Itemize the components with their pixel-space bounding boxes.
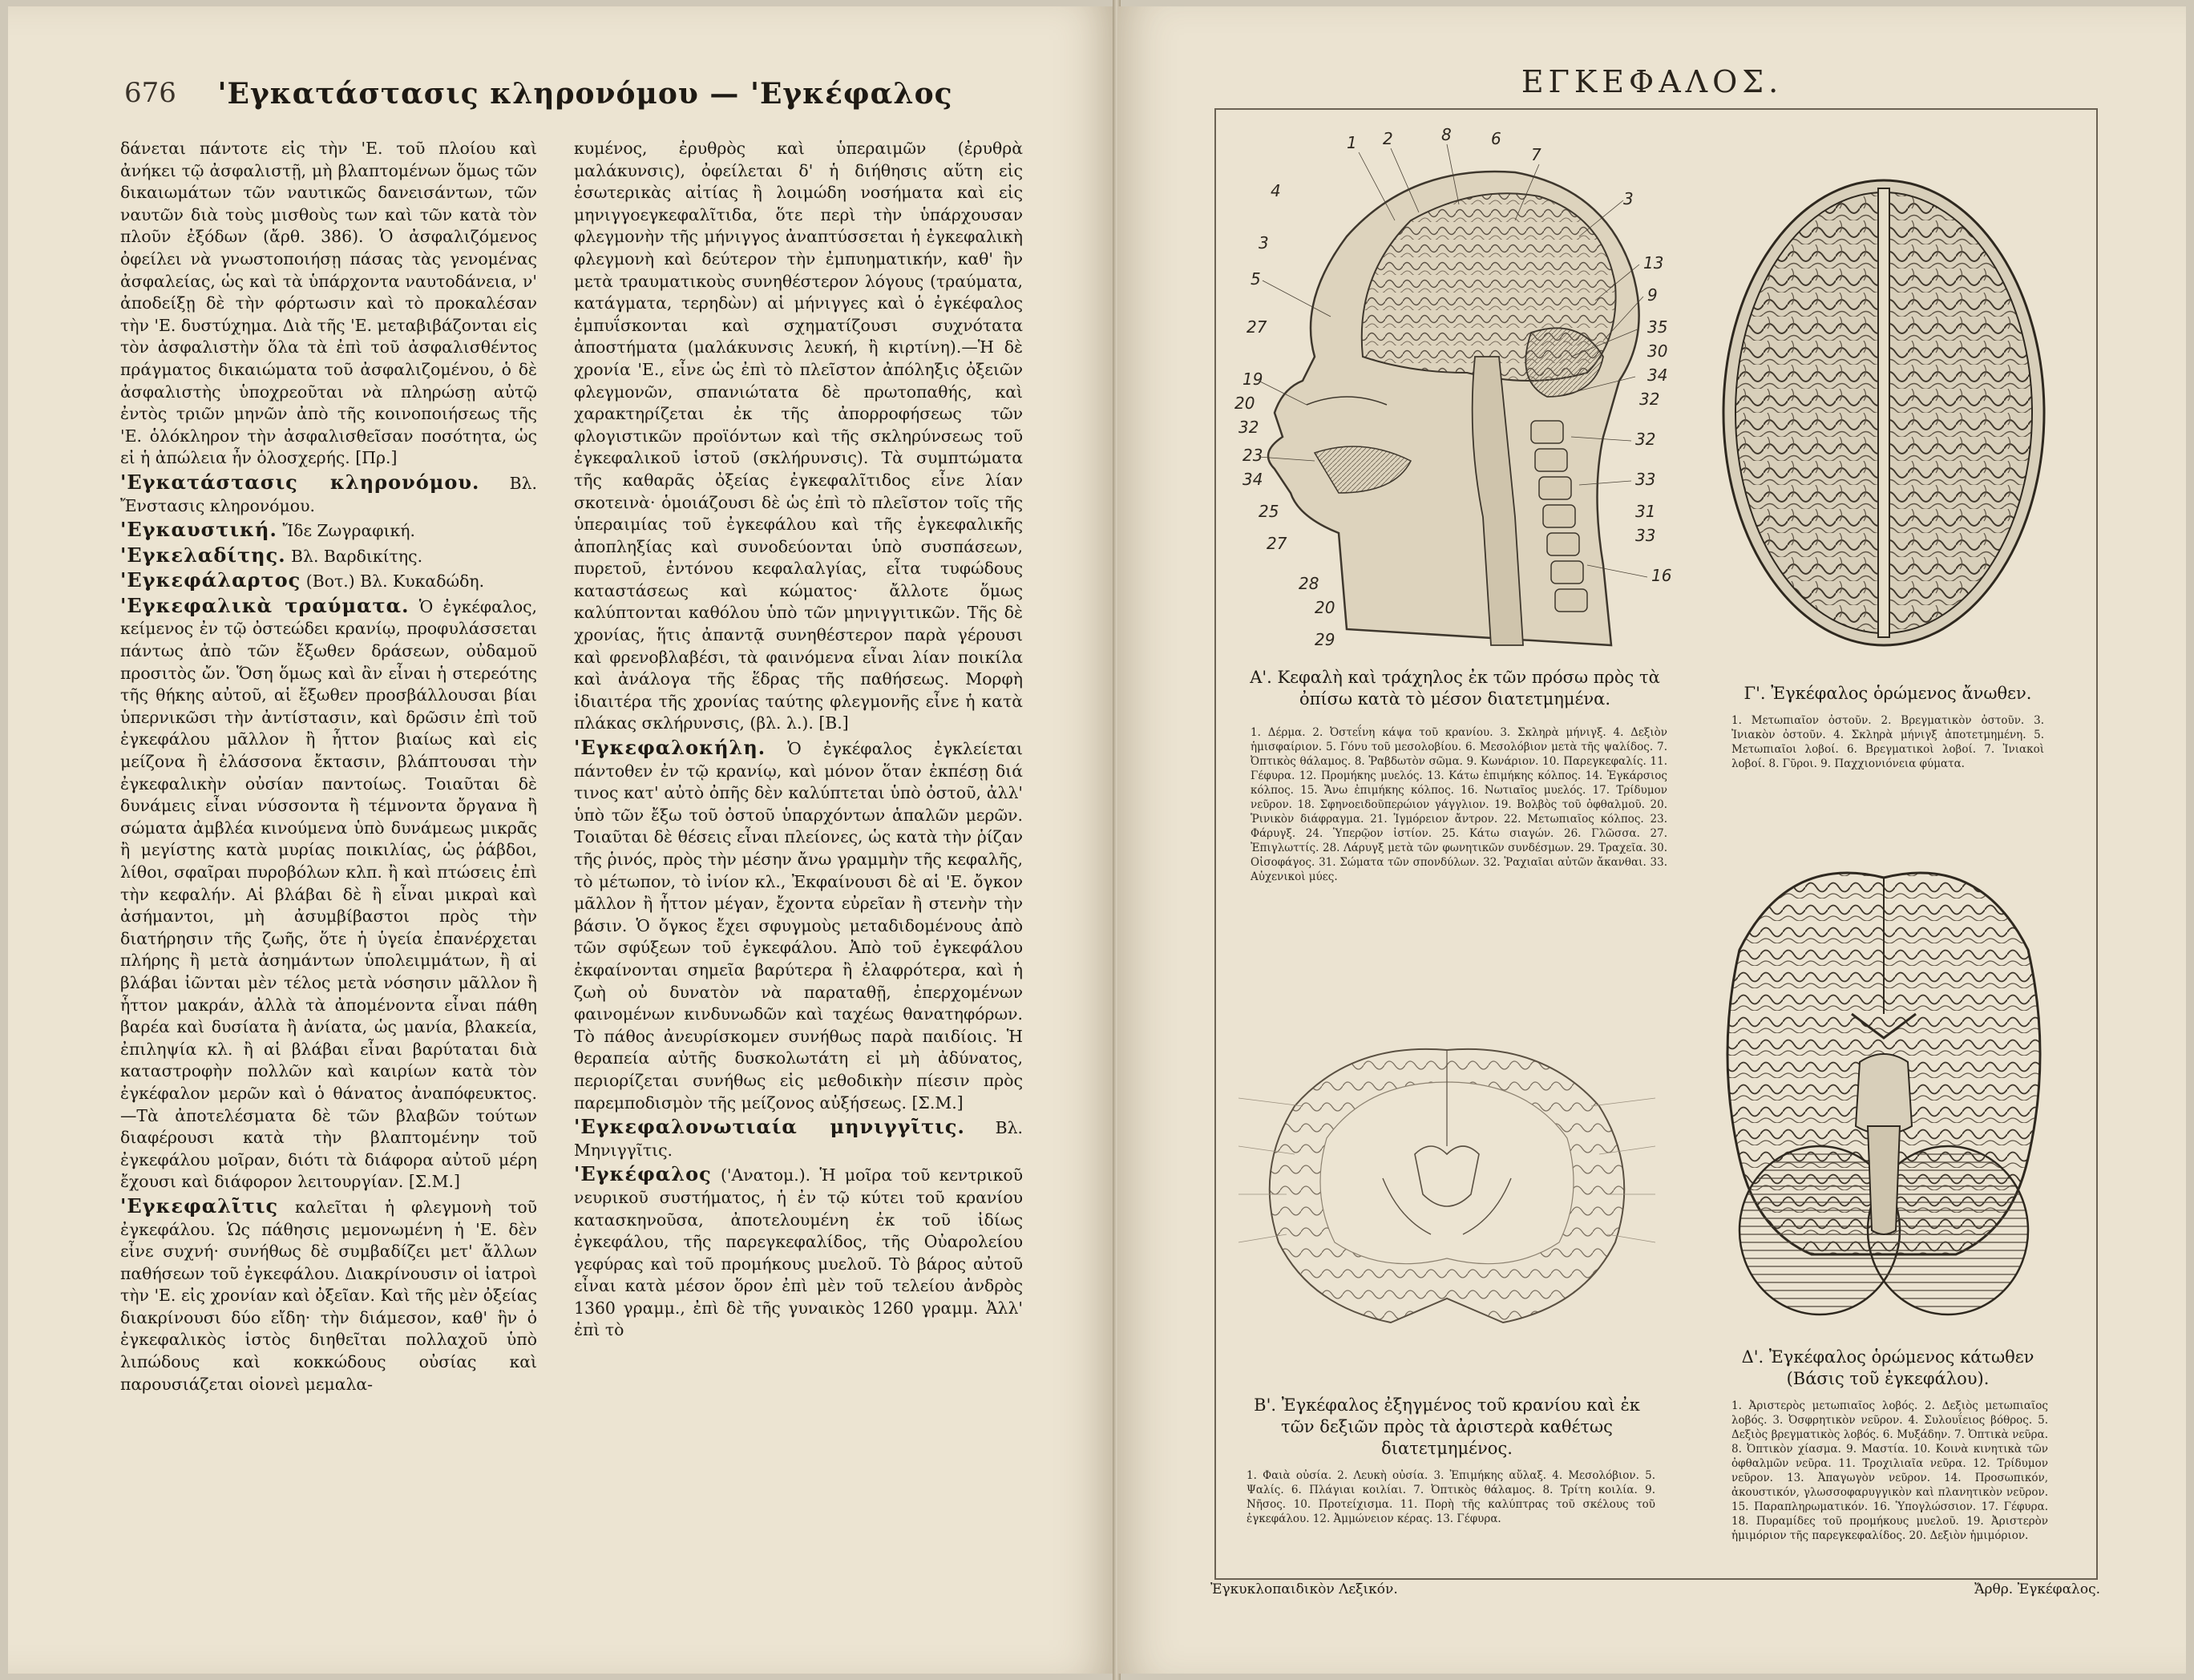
text-column-2 bbox=[574, 138, 1023, 1621]
figure-d-caption: Δ'. Ἐγκέφαλος ὁρώμενος κάτωθεν (Βάσις τοῦ ἐγκεφάλου). bbox=[1741, 1347, 2034, 1388]
entry-headword: 'Εγκεφάλαρτος bbox=[120, 568, 301, 592]
entry-text: ('Ανατομ.). Ἡ μοῖρα τοῦ κεντρικοῦ νευρικοῦ συστήματος, ἡ ἐν τῷ κύτει τοῦ κρανίου κατασκηνοῦσα, ἀποτελουμένη ἐκ τοῦ ἰδίως ἐγκεφάλου, τῆς παρεγκεφαλίδος, τῆς Οὐαρολείου γεφύρας καὶ τοῦ προμήκους μυελοῦ. Τὸ βάρος αὐτοῦ εἶναι κατὰ μέσον ὅρον ἐπὶ μὲν τοῦ τελείου ἀνδρὸς 1360 γραμμ., ἐπὶ δὲ τῆς γυναικὸς 1260 γραμμ. Ἀλλ' ἐπὶ τὸ bbox=[574, 1165, 1023, 1340]
figure-label: 3 bbox=[1623, 189, 1634, 208]
figure-label: 5 bbox=[1251, 269, 1261, 289]
figure-label: 32 bbox=[1238, 418, 1259, 437]
figure-label: 20 bbox=[1315, 598, 1335, 617]
figure-a-caption: Α'. Κεφαλὴ καὶ τράχηλος ἐκ τῶν πρόσω πρὸς τὰ ὀπίσω κατὰ τὸ μέσον διατετμημένα. bbox=[1250, 668, 1660, 709]
figure-label: 7 bbox=[1531, 145, 1541, 164]
figure-a-legend: 1. Δέρμα. 2. Ὀστεΐνη κάψα τοῦ κρανίου. 3. Σκληρὰ μήνιγξ. 4. Δεξιὸν ἡμισφαίριον. 5. Γόνυ τοῦ μεσολοβίου. 6. Μεσολόβιον μετὰ τῆς ψαλίδος. 7. Ὀπτικὸς θάλαμος. 8. Ῥαβδωτὸν σῶμα. 9. Κωνάριον. 10. Παρεγκεφαλίς. 11. Γέφυρα. 12. Προμήκης μυελός. 13. Κάτω ἐπιμήκης κόλπος. 14. Ἐγκάρσιος κόλπος. 15. Ἄνω ἐπιμήκης κόλπος. 16. Νωτιαῖος μυελός. 17. Τρίδυμον νεῦρον. 18. Σφηνοειδοῦπερώιον γάγγλιον. 19. Βολβὸς τοῦ ὀφθαλμοῦ. 20. Ῥινικὸν διάφραγμα. 21. Ἱγμόρειον ἄντρον. 22. Μετωπιαῖος κόλπος. 23. Φάρυγξ. 24. Ὑπερῷον ἱστίον. 25. Κάτω σιαγών. 26. Γλῶσσα. 27. Ἐπιγλωττίς. 28. Λάρυγξ μετὰ τῶν φωνητικῶν συνδέσμων. 29. Τραχεῖα. 30. Οἰσοφάγος. 31. Σώματα τῶν σπονδύλων. 32. Ῥαχιαῖαι αὐτῶν ἄκανθαι. 33. Αὐχενικοὶ μύες. bbox=[1251, 726, 1667, 883]
dictionary-entry bbox=[120, 569, 537, 593]
figure-label: 34 bbox=[1647, 365, 1668, 385]
figure-label: 32 bbox=[1639, 390, 1660, 409]
dictionary-entry bbox=[574, 1163, 1023, 1342]
footer-left: Ἐγκυκλοπαιδικὸν Λεξικόν. bbox=[1210, 1581, 1398, 1597]
running-head-title: 'Εγκατάστασις κληρονόμου — 'Εγκέφαλος bbox=[217, 77, 953, 111]
paragraph: δάνεται πάντοτε εἰς τὴν 'Ε. τοῦ πλοίου καὶ ἀνήκει τῷ ἀσφαλιστῇ, μὴ βλαπτομένων ὅμως τῶν δικαιωμάτων τῶν ναυτικῶς δανεισάντων, τῶν ναυτῶν διὰ τοὺς μισθοὺς των καὶ τῶν κατὰ τὸν πλοῦν ἐξόδων (ἄρθ. 386). Ὁ ἀσφαλιζόμενος ὀφείλει νὰ γνωστοποιήσῃ πάσας τὰς γενομένας ἀσφαλείας, ὡς καὶ τὰ ὑπάρχοντα ναυτοδάνεια, ν' ἀποδείξῃ δὲ τὴν φόρτωσιν καὶ τὸ προκαλέσαν τὴν 'Ε. δυστύχημα. Διὰ τῆς 'Ε. μεταβιβάζονται εἰς τὸν ἀσφαλιστὴν ὅλα τὰ ἐπὶ τοῦ ἀσφαλισθέντος πράγματος δικαιώματα τοῦ ἀσφαλιζομένου, ὁ δὲ ἀσφαλιστὴς ὑποχρεοῦται νὰ πληρώσῃ αὐτῷ ἐντὸς τριῶν μηνῶν ἀπὸ τῆς κοινοποιήσεως τῆς 'Ε. ὁλόκληρον τὴν ἀσφαλισθεῖσαν ποσότητα, ὡς εἰ ἡ ἀπώλεια ἦν ὁλοσχερής. [Πρ.] bbox=[120, 139, 537, 468]
figure-c-legend: 1. Μετωπιαῖον ὀστοῦν. 2. Βρεγματικὸν ὀστοῦν. 3. Ἰνιακὸν ὀστοῦν. 4. Σκληρὰ μήνιγξ ἀποτετμημένη. 5. Μετωπιαῖοι λοβοί. 6. Βρεγματικοὶ λοβοί. 7. Ἰνιακοὶ λοβοί. 8. Γῦροι. 9. Παχχιονιόνεια φύματα. bbox=[1731, 714, 2044, 770]
dictionary-entry bbox=[120, 519, 537, 543]
figure-label: 34 bbox=[1242, 470, 1263, 489]
figure-c-caption: Γ'. Ἐγκέφαλος ὁρώμενος ἄνωθεν. bbox=[1743, 684, 2032, 703]
figure-label: 27 bbox=[1267, 534, 1287, 553]
figure-label: 6 bbox=[1491, 129, 1501, 148]
figure-label: 33 bbox=[1635, 526, 1656, 545]
figure-label: 35 bbox=[1647, 317, 1668, 337]
figure-label: 8 bbox=[1441, 125, 1452, 144]
figure-label: 13 bbox=[1643, 253, 1664, 273]
dictionary-entry bbox=[120, 471, 537, 517]
figure-label: 20 bbox=[1234, 394, 1255, 413]
entry-headword: 'Εγκαυστική. bbox=[120, 518, 277, 542]
entry-text: Ἴδε Ζωγραφική. bbox=[282, 521, 415, 541]
head-section-illustration bbox=[1226, 116, 1675, 653]
figure-label: 4 bbox=[1271, 181, 1281, 200]
figure-b-caption: Β'. Ἐγκέφαλος ἐξηγμένος τοῦ κρανίου καὶ ἐκ τῶν δεξιῶν πρὸς τὰ ἀριστερὰ καθέτως διατετμημένος. bbox=[1254, 1395, 1640, 1458]
figure-label: 23 bbox=[1242, 446, 1263, 465]
entry-headword: 'Εγκατάστασις κληρονόμου. bbox=[120, 470, 480, 494]
entry-headword: 'Εγκεφαλικὰ τραύματα. bbox=[120, 593, 410, 617]
figure-c-brain-top bbox=[1715, 172, 2052, 653]
entry-text: Βλ. Ἔνστασις κληρονόμου. bbox=[120, 473, 537, 515]
figure-label: 1 bbox=[1347, 133, 1357, 152]
dictionary-entry bbox=[120, 1195, 537, 1395]
figure-b-legend: 1. Φαιὰ οὐσία. 2. Λευκὴ οὐσία. 3. Ἐπιμήκης αὔλαξ. 4. Μεσολόβιον. 5. Ψαλίς. 6. Πλάγιαι κοιλίαι. 7. Ὀπτικὸς θάλαμος. 8. Τρίτη κοιλία. 9. Νῆσος. 10. Προτείχισμα. 11. Πορὴ τῆς καλύπτρας τοῦ σκέλους τοῦ ἐγκεφάλου. 12. Ἀμμώνειον κέρας. 13. Γέφυρα. bbox=[1246, 1469, 1655, 1525]
coronal-section-illustration bbox=[1238, 1034, 1655, 1339]
dictionary-entry bbox=[120, 544, 537, 568]
entry-headword: 'Εγκελαδίτης. bbox=[120, 543, 286, 567]
entry-text: Βλ. Μηνιγγῖτις. bbox=[574, 1118, 1023, 1160]
figure-d-brain-base bbox=[1715, 854, 2052, 1327]
running-head bbox=[124, 77, 1046, 117]
figure-label: 19 bbox=[1242, 370, 1263, 389]
figure-label: 31 bbox=[1635, 502, 1656, 521]
brain-base-illustration bbox=[1715, 854, 2052, 1327]
entry-text: Ὁ ἐγκέφαλος ἐγκλείεται πάντοθεν ἐν τῷ κρανίῳ, καὶ μόνον ὅταν ἐκπέσῃ διά τινος κατ' αὐτὸ ὀπῆς δὲν καλύπτεται ὑπὸ ὀστοῦ, ἀλλ' ὑπὸ τῶν ἔξω τοῦ ὀστοῦ ὑπαρχόντων ἁπαλῶν μερῶν. Τοιαῦται δὲ θέσεις εἶναι πλείονες, ὡς κατὰ τὴν ῥίζαν τῆς ῥινός, πρὸς τὴν μέσην ἄνω γραμμὴν τῆς κεφαλῆς, τὸ μέτωπον, τὸ ἰνίον κλ., Ἐκφαίνουσι δὲ αἱ 'Ε. ὄγκον μᾶλλον ἢ ἧττον μέγαν, ἔχοντα εὐρεῖαν ἢ στενὴν τὴν βάσιν. Ὁ ὄγκος ἔχει σφυγμοὺς μεταδιδομένους ἀπὸ τῶν σφύξεων τοῦ ἐγκεφάλου. Ἀπὸ τοῦ ἐγκεφάλου ἐκφαίνονται σημεῖα βαρύτερα ἢ ἐλαφρότερα, καὶ ἡ ζωὴ οὐ δυνατὸν νὰ παραταθῇ, ἐπερχομένων φαινομένων κινδυνωδῶν καὶ ταχέως θανατηφόρων. Τὸ πάθος ἀνευρίσκομεν συνήθως παρὰ παιδίοις. Ἡ θεραπεία αὐτῆς δυσκολωτάτη εἰ μὴ ἀδύνατος, περιορίζεται συνήθως εἰς μεθοδικὴν πίεσιν πρὸς παρεμποδισμὸν τῆς μείζονος αὐξήσεως. [Σ.Μ.] bbox=[574, 739, 1023, 1113]
figure-label: 3 bbox=[1259, 233, 1269, 252]
figure-d-legend: 1. Ἀριστερὸς μετωπιαῖος λοβός. 2. Δεξιὸς μετωπιαῖος λοβός. 3. Ὀσφρητικὸν νεῦρον. 4. Συλουΐειος βόθρος. 5. Δεξιὸς βρεγματικὸς λοβός. 6. Μυξάδην. 7. Ὀπτικὰ νεῦρα. 8. Ὀπτικὸν χίασμα. 9. Μαστία. 10. Κοινὰ κινητικὰ τῶν ὀφθαλμῶν νεῦρα. 11. Τροχιλιαῖα νεῦρα. 12. Τρίδυμον νεῦρον. 13. Ἀπαγωγὸν νεῦρον. 14. Προσωπικόν, ἀκουστικόν, γλωσσοφαρυγγικὸν καὶ πλανητικὸν νεῦρον. 15. Παραπληρωματικόν. 16. Ὑπογλώσσιον. 17. Γέφυρα. 18. Πυραμίδες τοῦ προμήκους μυελοῦ. 19. Ἀριστερὸν ἡμιμόριον τῆς παρεγκεφαλίδος. 20. Δεξιὸν ἡμιμόριον. bbox=[1731, 1399, 2048, 1542]
footer-right: Ἄρθρ. Ἐγκέφαλος. bbox=[1974, 1581, 2100, 1597]
entry-headword: 'Εγκεφαλῖτις bbox=[120, 1193, 279, 1218]
figure-a-head-section bbox=[1226, 116, 1675, 653]
dictionary-entry bbox=[574, 1116, 1023, 1161]
entry-text: Ὁ ἐγκέφαλος, κείμενος ἐν τῷ ὀστεώδει κρανίῳ, προφυλάσσεται πάντως ἀπὸ τῶν ἔξωθεν δράσεων, οὐδαμοῦ προσιτὸς ὤν. Ὅση ὅμως καὶ ἂν εἶναι ἡ στερεότης τῆς θήκης αὐτοῦ, αἱ ἔξωθεν προσβάλλουσαι βίαι ὑπερνικῶσι τὴν ἀντίστασιν, καὶ δρῶσιν ἐπὶ τοῦ ἐγκεφάλου μᾶλλον ἢ ἧττον βιαίως καὶ εἰς μείζονα ἢ ἐλάσσονα ἔκτασιν, βλάπτουσαι τὴν ἐγκεφαλικὴν οὐσίαν παντοίως. Τοιαῦται δὲ δυνάμεις εἶναι νύσσοντα ἢ τέμνοντα ὄργανα ἢ σώματα ἀμβλέα κινούμενα ὑπὸ δυνάμεως μικρᾶς ἢ μεγίστης κατὰ μυρίας ποικιλίας, ὡς ῥάβδοι, λίθοι, σφαῖραι πυροβόλων κλπ. ἢ καὶ πτώσεις ἐπὶ τὴν κεφαλήν. Αἱ βλάβαι δὲ ἢ εἶναι μικραὶ καὶ ἀσήμαντοι, μὴ ἀσυμβίβαστοι πρὸς τὴν διατήρησιν τῆς ζωῆς, ὅτε ἡ ὑγεία ἐπανέρχεται πλήρης ἢ μετὰ ἀσημάντων ὑπολειμμάτων, ἢ αἱ βλάβαι ἰῶνται μὲν τέλος μετὰ νόσησιν μᾶλλον ἢ ἧττον μακράν, ἀλλὰ τὰ ἀπομένοντα εἶναι πάθη βαρέα καὶ δυσίατα ἢ ἀνίατα, ὡς μανία, βλακεία, ἐπιληψία κλ. ἢ αἱ βλάβαι εἶναι βαρύταται διὰ καταστροφὴν πολλῶν καὶ καιρίων κατὰ τὸν ἐγκέφαλον μερῶν καὶ ὁ θάνατος ἀναπόφευκτος.—Τὰ ἀποτελέσματα δὲ τῶν βλαβῶν τούτων διαφέρουσι κατὰ τὴν βλαπτομένην τοῦ ἐγκεφάλου μοῖραν, διότι τὰ διάφορα αὐτοῦ μέρη ἔχουσι καὶ διάφορον λειτουργίαν. [Σ.Μ.] bbox=[120, 596, 537, 1192]
figure-label: 28 bbox=[1299, 574, 1319, 593]
entry-headword: 'Εγκέφαλος bbox=[574, 1162, 712, 1186]
figure-label: 33 bbox=[1635, 470, 1656, 489]
figure-label: 32 bbox=[1635, 430, 1656, 449]
entry-text: Βλ. Βαρδικίτης. bbox=[291, 546, 423, 566]
dictionary-entry bbox=[574, 737, 1023, 1114]
text-column-1 bbox=[120, 138, 537, 1621]
figure-label: 9 bbox=[1647, 285, 1658, 305]
figure-label: 2 bbox=[1383, 129, 1393, 148]
figure-label: 27 bbox=[1246, 317, 1267, 337]
figure-b-coronal-section bbox=[1238, 1034, 1655, 1339]
figure-label: 25 bbox=[1259, 502, 1279, 521]
dictionary-entry bbox=[120, 595, 537, 1193]
paragraph: κυμένος, ἐρυθρὸς καὶ ὑπεραιμῶν (ἐρυθρὰ μαλάκυνσις), ὀφείλεται δ' ἡ διήθησις αὕτη εἰς ἐσωτερικὰς αἰτίας ἢ λοιμώδη νοσήματα καὶ εἰς μηνιγγοεγκεφαλῖτιδα, ὅτε περὶ τὴν ὑπάρχουσαν φλεγμονὴν τῆς μήνιγγος ἀναπτύσσεται ἡ ἐγκεφαλικὴ φλεγμονὴ καὶ δεύτερον τὴν ἐμπυηματικήν, καθ' ἣν μετὰ τραυματικοὺς συνηθέστερον λόγους (τραύματα, κατάγματα, τερηδὼν) αἱ μήνιγγες καὶ ὁ ἐγκέφαλος ἐμπυΐσκονται καὶ σχηματίζουσι συχνότατα ἀποστήματα (μαλάκυνσις λευκή, ἢ κιρτίνη).—Ἡ δὲ χρονία 'Ε., εἶνε ὡς ἐπὶ τὸ πλεῖστον ἀπόληξις ὀξειῶν φλεγμονῶν, σπανιώτατα δὲ πρωτοπαθής, καὶ χαρακτηρίζεται ἐκ τῆς ἀπορροφήσεως τῶν φλογιστικῶν προϊόντων καὶ τῆς σκληρύνσεως τοῦ ἐγκεφαλικοῦ ἱστοῦ (σκλήρυνσις). Τὰ συμπτώματα τῆς καθαρᾶς ὀξείας ἐγκεφαλῖτιδος εἶνε λίαν σκοτεινὰ· ὁμοιάζουσι δὲ ὡς ἐπὶ τὸ πλεῖστον τοῖς τῆς ὑπεραιμίας τοῦ ἐγκεφάλου καὶ τῆς ἐγκεφαλικῆς ἀποπληξίας καὶ συνοδεύονται ὑπὸ συσπάσεων, πυρετοῦ, ἐντόνου κεφαλαλγίας, εἶτα τυφώδους καταστάσεως καὶ κώματος· ἄλλοτε ὅμως καλύπτονται καθόλου ὑπὸ τῶν μηνιγγιτικῶν. Τῆς δὲ χρονίας, ἥτις ἀπαντᾷ συνηθέστερον παρὰ γέρουσι καὶ φρενοβλαβέσι, τὰ φαινόμενα εἶναι λίαν ποικίλα καὶ ἀνάλογα τῆς ἕδρας τῆς παθήσεως. Μορφὴ ἰδιαιτέρα τῆς χρονίας ταύτης φλεγμονῆς εἶνε ἡ κατὰ πλάκας σκλήρυνσις, (βλ. λ.). [Β.] bbox=[574, 139, 1023, 733]
entry-text: (Βοτ.) Βλ. Κυκαδώδη. bbox=[305, 571, 485, 592]
brain-top-illustration bbox=[1715, 172, 2052, 653]
figure-label: 30 bbox=[1647, 341, 1668, 361]
plate-title: ΕΓΚΕΦΑΛΟΣ. bbox=[1521, 64, 1784, 99]
entry-headword: 'Εγκεφαλονωτιαία μηνιγγῖτις. bbox=[574, 1115, 965, 1139]
entry-headword: 'Εγκεφαλοκήλη. bbox=[574, 736, 766, 760]
page-number: 676 bbox=[124, 77, 176, 109]
figure-label: 16 bbox=[1651, 566, 1672, 585]
entry-text: καλεῖται ἡ φλεγμονὴ τοῦ ἐγκεφάλου. Ὡς πάθησις μεμονωμένη ἡ 'Ε. δὲν εἶνε συχνή· συνήθως δὲ συμβαδίζει μετ' ἄλλων παθήσεων τοῦ ἐγκεφάλου. Διακρίνουσιν οἱ ἰατροὶ τὴν 'Ε. εἰς χρονίαν καὶ ὀξεῖαν. Καὶ τῆς μὲν ὀξείας διακρίνουσι δύο εἴδη· τὴν διάμεσον, καθ' ἣν ὁ ἐγκεφαλικὸς ἱστὸς διηθεῖται πολλαχοῦ ὑπὸ λιπώδους καὶ κοκκώδους οὐσίας καὶ παρουσιάζεται οἱονεὶ μεμαλα- bbox=[120, 1197, 537, 1394]
figure-label: 29 bbox=[1315, 630, 1335, 649]
